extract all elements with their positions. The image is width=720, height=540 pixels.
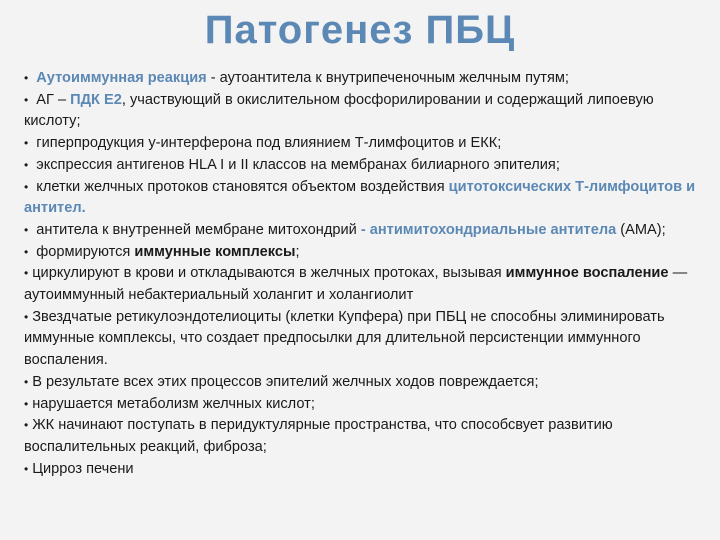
item-text: ЖК начинают поступать в перидуктулярные пространства, что способсвует развитию воспалительных реакций, фиброза; [24,417,613,455]
item-text: Звездчатые ретикулоэндотелиоциты (клетки Купфера) при ПБЦ не способны элиминировать иммунные комплексы, что создает предпосылки для длительной персистенции иммунного воспаления. [24,308,665,369]
bullet-icon: • [24,136,29,151]
bullet-icon: • [24,244,29,259]
list-item [24,459,704,481]
list-item [24,415,704,458]
item-text: экспрессия антигенов HLA I и II классов на мембранах билиарного эпителия; [36,156,560,173]
item-text: — аутоиммунный небактериальный холангит и холангиолит [24,265,688,304]
bullet-icon: • [24,418,29,433]
item-text: - аутоантитела к внутрипеченочным желчным путям; [206,70,569,86]
list-item [24,372,704,394]
item-text: клетки желчных протоков становятся объектом воздействия [36,178,449,195]
bullet-list [24,68,704,480]
list-item [24,177,704,220]
bullet-icon: • [24,92,29,107]
item-text: гиперпродукция у-интерферона под влиянием Т-лимфоцитов и ЕКК; [36,135,502,152]
bullet-icon: • [24,461,29,476]
item-text: В результате всех этих процессов эпителий желчных ходов повреждается; [32,373,539,390]
highlight-text: - антимитохондриальные антитела [360,221,617,238]
list-item [24,307,704,372]
bold-text: иммунные комплексы [134,243,296,260]
bullet-icon: • [24,157,29,172]
highlight-text: Аутоиммунная реакция [36,70,207,86]
bullet-icon: • [24,222,29,237]
item-text: , участвующий в окислительном фосфорилировании и содержащий липоевую кислоту; [24,91,654,130]
list-item [24,133,704,155]
bullet-icon: • [24,374,29,389]
bullet-icon: • [24,309,29,324]
highlight-text: цитотоксических Т-лимфоцитов и антител. [24,178,696,217]
list-item [24,220,704,242]
item-text: Цирроз печени [32,460,134,477]
item-text: нарушается метаболизм желчных кислот; [32,395,315,412]
bullet-icon: • [24,71,29,85]
item-text: циркулируют в крови и откладываются в желчных протоках, вызывая [32,265,506,282]
bold-text: иммунное воспаление [505,265,669,282]
slide-title: Патогенез ПБЦ [204,8,516,52]
bullet-icon: • [24,266,29,281]
list-item [24,242,704,264]
bullet-icon: • [24,396,29,411]
list-item [24,155,704,177]
item-text: антитела к внутренней мембране митохондрий [36,221,361,238]
item-text: формируются [36,243,135,260]
list-item [24,68,704,90]
list-item [24,394,704,416]
item-text: АГ – [36,91,71,108]
bullet-icon: • [24,179,29,194]
list-item [24,263,704,306]
item-text: (АМА); [616,221,666,238]
item-text: ; [295,243,300,260]
highlight-text: ПДК Е2 [70,91,122,108]
list-item [24,90,704,133]
